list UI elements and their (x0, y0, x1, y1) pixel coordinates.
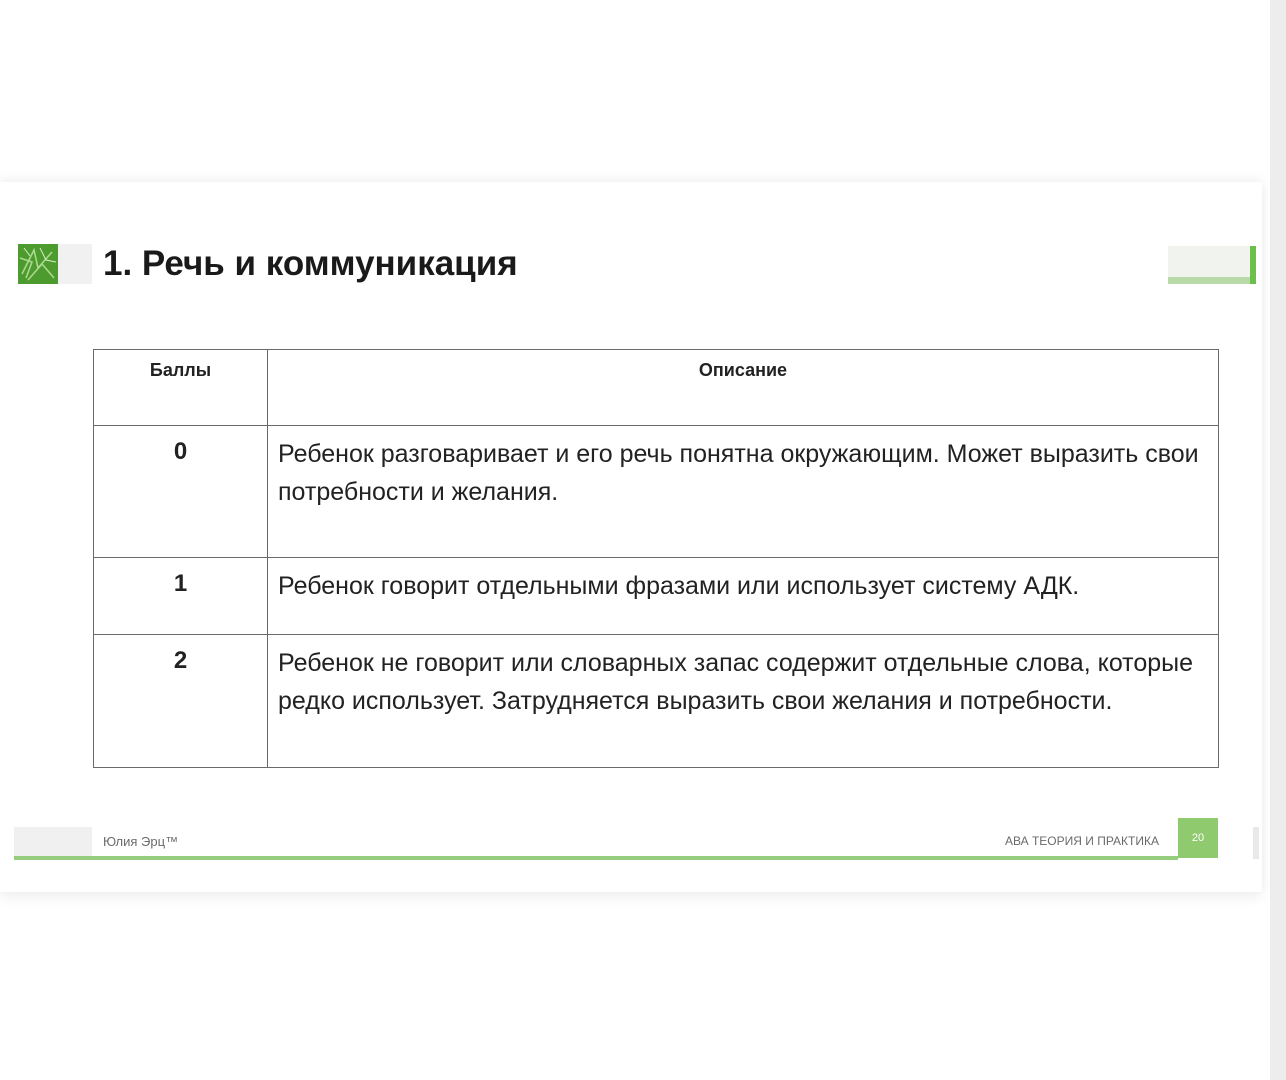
score-cell: 1 (94, 558, 268, 635)
header-description: Описание (268, 350, 1219, 426)
description-cell: Ребенок разговаривает и его речь понятна окружающим. Может выразить свои потребности и желания. (268, 426, 1219, 558)
description-cell: Ребенок не говорит или словарных запас содержит отдельные слова, которые редко использует. Затрудняется выразить свои желания и потребности. (268, 635, 1219, 768)
presentation-slide (0, 182, 1262, 892)
title-decoration-bar (1168, 246, 1256, 284)
page-number-badge: 20 (1178, 818, 1218, 858)
footer-divider-line (14, 856, 1178, 860)
leaf-texture-icon (18, 244, 58, 284)
header-score: Баллы (94, 350, 268, 426)
window-edge (1270, 0, 1286, 1080)
table-row (94, 635, 1219, 768)
description-cell: Ребенок говорит отдельными фразами или использует систему АДК. (268, 558, 1219, 635)
slide-title: 1. Речь и коммуникация (103, 244, 518, 283)
table-header-row (94, 350, 1219, 426)
score-cell: 0 (94, 426, 268, 558)
footer-decoration-block (14, 827, 92, 857)
footer-author: Юлия Эрц™ (103, 834, 179, 849)
score-cell: 2 (94, 635, 268, 768)
footer-edge-decoration (1253, 827, 1259, 859)
table-row (94, 558, 1219, 635)
title-icon-band (58, 244, 92, 284)
footer-course-title: АВА ТЕОРИЯ И ПРАКТИКА (1005, 834, 1159, 848)
table-row (94, 426, 1219, 558)
scoring-table (93, 349, 1219, 768)
